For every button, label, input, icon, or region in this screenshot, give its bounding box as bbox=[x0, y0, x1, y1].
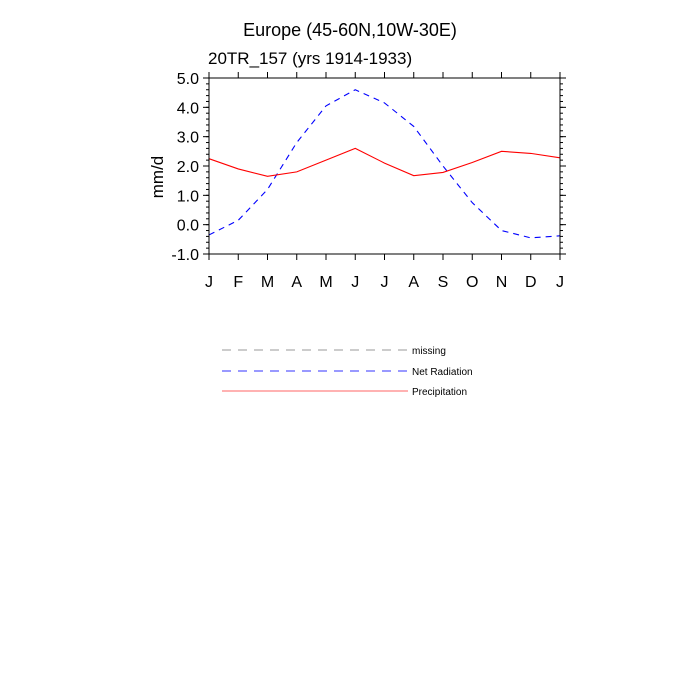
x-tick-label: J bbox=[556, 274, 564, 291]
chart-title: Europe (45-60N,10W-30E) bbox=[243, 20, 457, 40]
series-layer bbox=[209, 90, 560, 238]
x-tick-label: F bbox=[233, 274, 244, 291]
chart-subtitle: 20TR_157 (yrs 1914-1933) bbox=[208, 49, 413, 68]
legend bbox=[222, 346, 473, 398]
net-radiation-line bbox=[209, 90, 560, 238]
ticks-layer bbox=[171, 71, 566, 291]
x-tick-label: J bbox=[205, 274, 213, 291]
y-tick-label: -1.0 bbox=[171, 247, 199, 264]
legend-label-net-radiation: Net Radiation bbox=[412, 367, 473, 378]
x-tick-label: S bbox=[437, 274, 449, 291]
x-tick-label: O bbox=[466, 274, 479, 291]
y-tick-label: 1.0 bbox=[176, 188, 199, 206]
y-tick-label: 2.0 bbox=[176, 159, 199, 176]
y-tick-label: 0.0 bbox=[176, 217, 199, 235]
legend-label-precipitation: Precipitation bbox=[412, 387, 468, 398]
x-tick-label: J bbox=[351, 274, 360, 291]
x-tick-label: A bbox=[291, 274, 303, 291]
y-tick-label: 4.0 bbox=[176, 100, 199, 118]
x-tick-label: J bbox=[380, 274, 389, 291]
y-axis-label: mm/d bbox=[148, 155, 167, 199]
y-tick-label: 3.0 bbox=[176, 129, 199, 147]
y-tick-label: 5.0 bbox=[176, 71, 199, 88]
x-tick-label: D bbox=[524, 274, 537, 291]
x-tick-label: M bbox=[260, 274, 275, 291]
x-tick-label: A bbox=[408, 274, 420, 291]
plot-frame bbox=[209, 78, 560, 254]
x-tick-label: N bbox=[495, 274, 508, 291]
precipitation-line bbox=[209, 148, 560, 176]
legend-label-missing: missing bbox=[412, 346, 446, 357]
x-tick-label: M bbox=[319, 274, 333, 291]
